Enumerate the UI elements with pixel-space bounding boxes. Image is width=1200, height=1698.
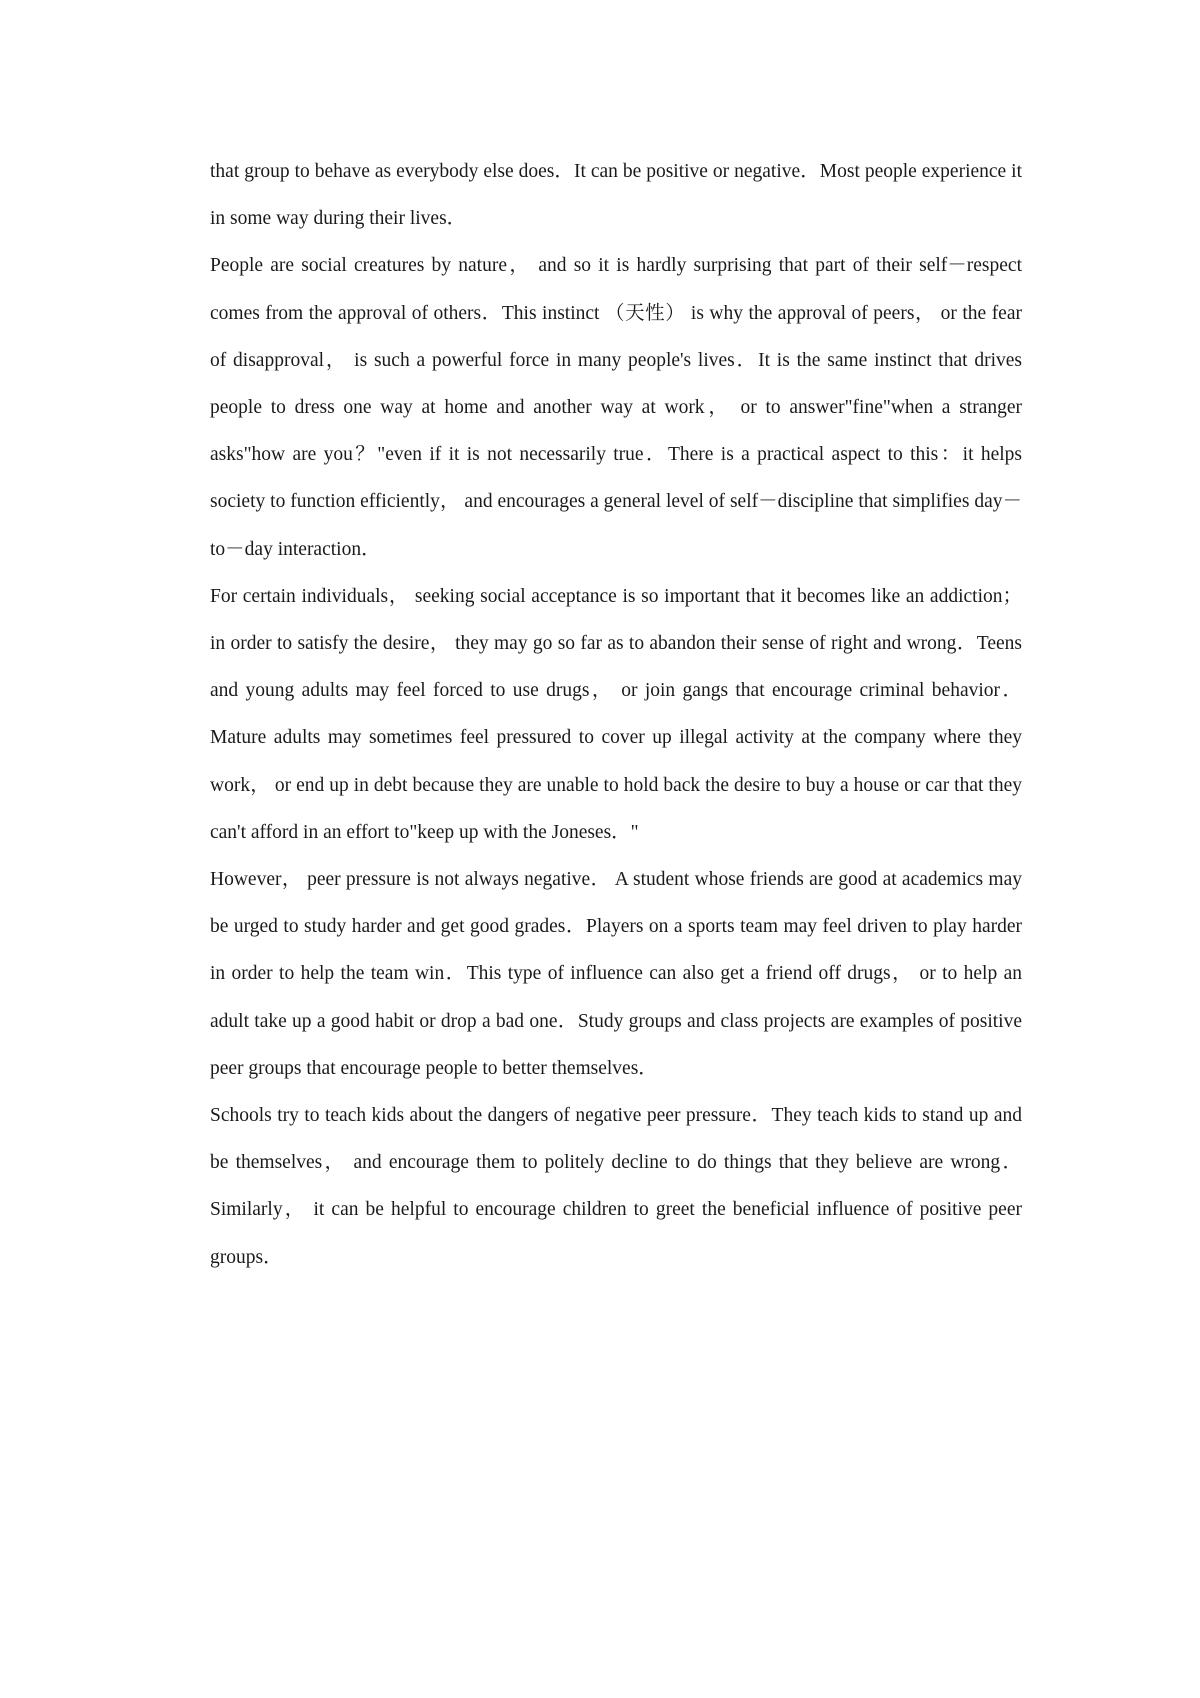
paragraph-positive-peer-pressure: However， peer pressure is not always negative． A student whose friends are good at academics may be urged to study harder and get good grades．Players on a sports team may feel driven to play harder in order to help the team win．This type of influence can also get a friend off drugs， or to help an adult take up a good habit or drop a bad one．Study groups and class projects are examples of positive peer groups that encourage people to better themselves． bbox=[210, 869, 1022, 1079]
paragraph-social-creatures: People are social creatures by nature， and so it is hardly surprising that part of their self－respect comes from the approval of others．This instinct （天性） is why the approval of peers， or the fear of disapproval， is such a powerful force in many people's lives．It is the same instinct that drives people to dress one way at home and another way at work， or to answer"fine"when a stranger asks"how are you？"even if it is not necessarily true．There is a practical aspect to this：it helps society to function efficiently， and encourages a general level of self－discipline that simplifies day－to－day interaction． bbox=[210, 255, 1022, 560]
paragraph-schools-teaching: Schools try to teach kids about the dangers of negative peer pressure．They teach kids to stand up and be themselves， and encourage them to politely decline to do things that they believe are wrong．Similarly， it can be helpful to encourage children to greet the beneficial influence of positive peer groups． bbox=[210, 1105, 1022, 1268]
document-body bbox=[210, 148, 1022, 1281]
paragraph-peer-pressure-intro: that group to behave as everybody else does．It can be positive or negative．Most people experience it in some way during their lives． bbox=[210, 161, 1022, 230]
paragraph-social-acceptance-addiction: For certain individuals， seeking social acceptance is so important that it becomes like an addiction； in order to satisfy the desire， they may go so far as to abandon their sense of right and wrong．Teens and young adults may feel forced to use drugs， or join gangs that encourage criminal behavior．Mature adults may sometimes feel pressured to cover up illegal activity at the company where they work， or end up in debt because they are unable to hold back the desire to buy a house or car that they can't afford in an effort to"keep up with the Joneses．" bbox=[210, 585, 1022, 843]
